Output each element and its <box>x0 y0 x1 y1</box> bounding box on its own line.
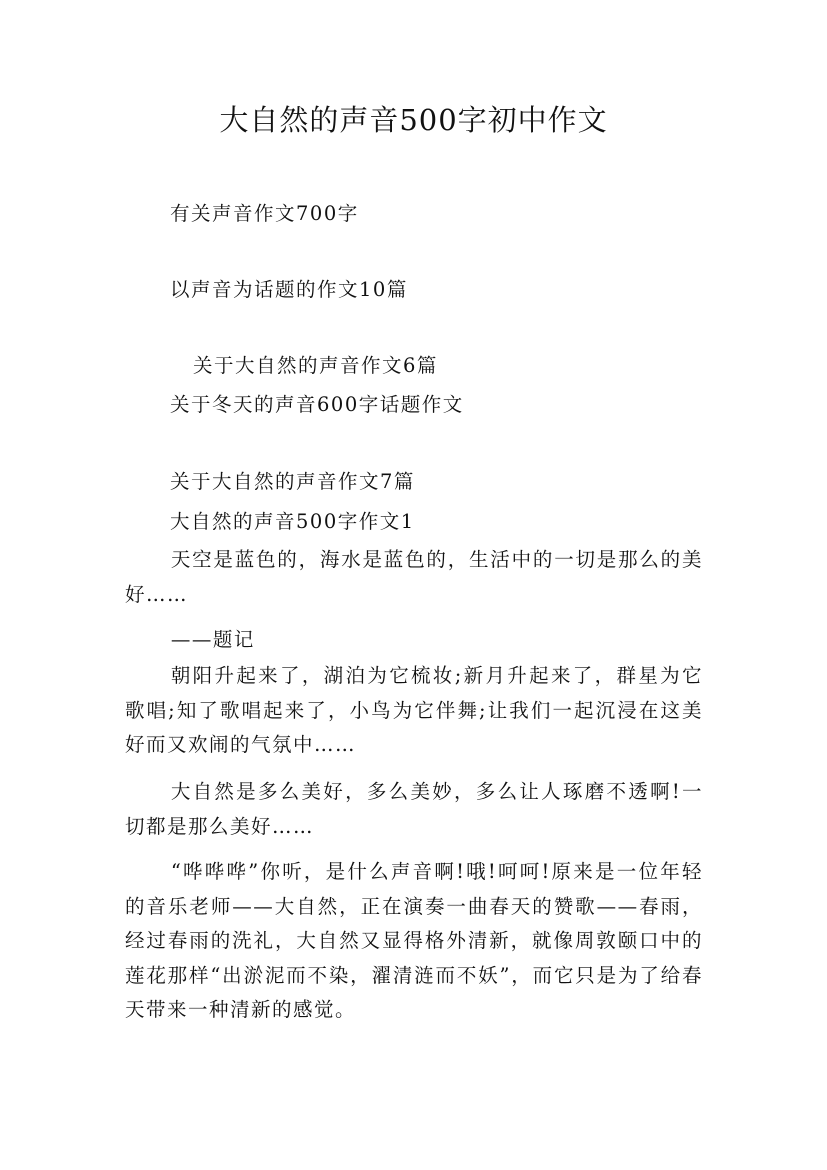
related-link-1[interactable]: 有关声音作文700字 <box>170 202 359 225</box>
document-title: 大自然的声音500字初中作文 <box>219 103 608 137</box>
paragraph-5: “哗哗哗”你听，是什么声音啊!哦!呵呵!原来是一位年轻的音乐老师——大自然，正在演奏一曲春天的赞歌——春雨，经过春雨的洗礼，大自然又显得格外清新，就像周敦颐口中的莲花那样“出淤泥而不染，濯清涟而不妖”，而它只是为了给春天带来一种清新的感觉。 <box>125 860 703 1021</box>
related-link-4[interactable]: 关于冬天的声音600字话题作文 <box>170 393 464 416</box>
related-link-5[interactable]: 关于大自然的声音作文7篇 <box>170 470 415 493</box>
essay-heading: 大自然的声音500字作文1 <box>170 510 415 533</box>
related-link-3[interactable]: 关于大自然的声音作文6篇 <box>193 354 438 377</box>
paragraph-2: ——题记 <box>170 628 255 651</box>
paragraph-3: 朝阳升起来了，湖泊为它梳妆;新月升起来了，群星为它歌唱;知了歌唱起来了，小鸟为它伴舞;让我们一起沉浸在这美好而又欢闹的气氛中…… <box>125 664 703 756</box>
related-link-2[interactable]: 以声音为话题的作文10篇 <box>170 278 408 301</box>
paragraph-4: 大自然是多么美好，多么美妙，多么让人琢磨不透啊!一切都是那么美好…… <box>125 780 703 838</box>
paragraph-1: 天空是蓝色的，海水是蓝色的，生活中的一切是那么的美好…… <box>125 548 703 606</box>
